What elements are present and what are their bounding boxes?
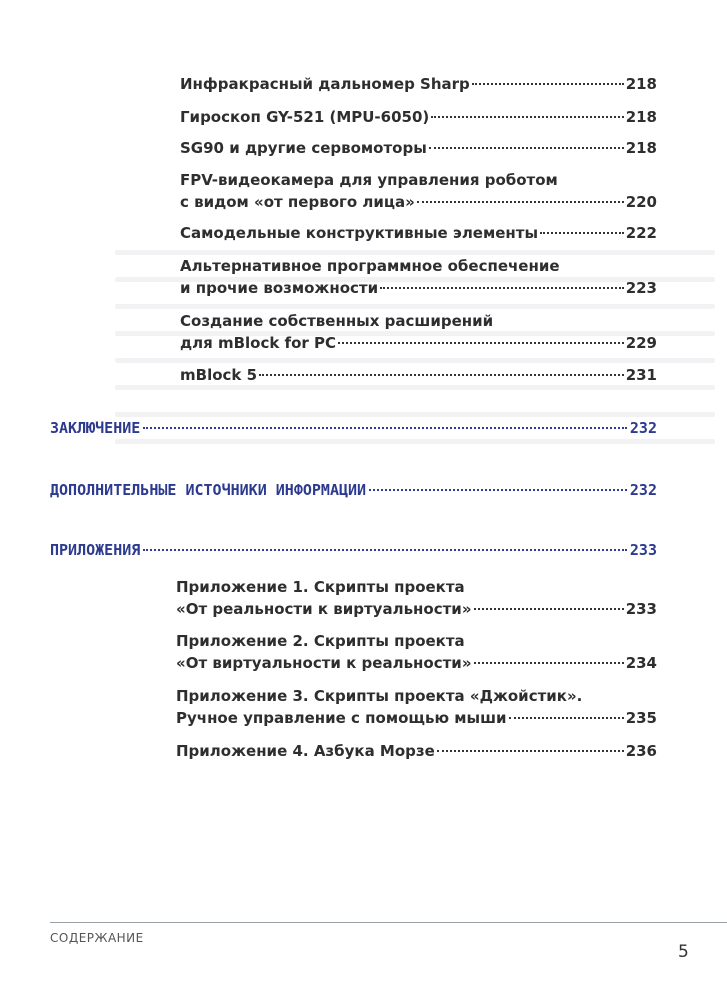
footer-section-label: СОДЕРЖАНИЕ — [50, 931, 144, 945]
toc-page-number: 218 — [625, 108, 657, 126]
toc-entry[interactable] — [176, 576, 657, 620]
toc-entry-title: Приложение 2. Скрипты проекта — [176, 632, 465, 650]
toc-entry-title: с видом «от первого лица» — [180, 193, 415, 211]
toc-page-number: 235 — [625, 709, 657, 727]
toc-page-number: 233 — [625, 600, 657, 618]
leader-dots — [259, 374, 624, 376]
toc-entry[interactable] — [180, 364, 657, 386]
toc-page-number: 229 — [625, 334, 657, 352]
toc-entry-title: Приложение 4. Азбука Морзе — [176, 742, 435, 760]
toc-page-number: 223 — [625, 279, 657, 297]
toc-entry-title: Альтернативное программное обеспечение — [180, 257, 560, 275]
leader-dots — [472, 83, 624, 85]
chapter-title: ПРИЛОЖЕНИЯ — [50, 541, 141, 559]
leader-dots — [540, 232, 624, 234]
leader-dots — [437, 750, 624, 752]
toc-entry[interactable] — [180, 310, 657, 354]
toc-page-number: 232 — [629, 419, 657, 437]
toc-entry[interactable] — [176, 630, 657, 674]
toc-page-number: 231 — [625, 366, 657, 384]
toc-entry[interactable] — [180, 169, 657, 213]
toc-entry-title: Приложение 3. Скрипты проекта «Джойстик». — [176, 687, 583, 705]
toc-entry[interactable] — [180, 137, 657, 159]
toc-entry-title: для mBlock for PC — [180, 334, 337, 352]
toc-entry[interactable] — [180, 222, 657, 244]
toc-entry-title: «От виртуальности к реальности» — [176, 654, 472, 672]
toc-page-number: 236 — [625, 742, 657, 760]
toc-entry-title: Создание собственных расширений — [180, 312, 494, 330]
leader-dots — [431, 116, 623, 118]
toc-chapter-conclusion[interactable] — [50, 417, 657, 439]
toc-entry-title: Приложение 1. Скрипты проекта — [176, 578, 465, 596]
toc-entry-title: Инфракрасный дальномер Sharp — [180, 75, 470, 93]
toc-entry[interactable] — [176, 740, 657, 762]
toc-entry-title: FPV-видеокамера для управления роботом — [180, 171, 558, 189]
toc-page-number: 220 — [625, 193, 657, 211]
chapter-title: ДОПОЛНИТЕЛЬНЫЕ ИСТОЧНИКИ ИНФОРМАЦИИ — [50, 481, 367, 499]
toc-entry-title: SG90 и другие сервомоторы — [180, 139, 427, 157]
leader-dots — [143, 549, 627, 551]
leader-dots — [380, 287, 624, 289]
chapter-title: ЗАКЛЮЧЕНИЕ — [50, 419, 141, 437]
toc-entry-title: и прочие возможности — [180, 279, 379, 297]
toc-entry-title: mBlock 5 — [180, 366, 258, 384]
toc-page-number: 234 — [625, 654, 657, 672]
leader-dots — [338, 342, 624, 344]
leader-dots — [143, 427, 627, 429]
toc-entry[interactable] — [180, 106, 657, 128]
toc-page-number: 232 — [629, 481, 657, 499]
toc-chapter-sources[interactable] — [50, 479, 657, 501]
toc-page-number: 218 — [625, 139, 657, 157]
leader-dots — [474, 662, 624, 664]
toc-entry[interactable] — [180, 255, 657, 299]
leader-dots — [509, 717, 624, 719]
leader-dots — [474, 608, 624, 610]
toc-entry-title: Ручное управление с помощью мыши — [176, 709, 507, 727]
toc-entry-title: Гироскоп GY-521 (MPU-6050) — [180, 108, 430, 126]
toc-page-number: 218 — [625, 75, 657, 93]
footer-divider — [50, 922, 727, 923]
toc-entry-title: «От реальности к виртуальности» — [176, 600, 472, 618]
page-number: 5 — [678, 942, 689, 962]
leader-dots — [417, 201, 624, 203]
toc-entry-title: Самодельные конструктивные элементы — [180, 224, 539, 242]
toc-chapter-appendices[interactable] — [50, 539, 657, 561]
toc-page-number: 233 — [629, 541, 657, 559]
toc-page-number: 222 — [625, 224, 657, 242]
leader-dots — [429, 147, 624, 149]
leader-dots — [369, 489, 627, 491]
toc-entry[interactable] — [176, 685, 657, 729]
toc-entry[interactable] — [180, 73, 657, 95]
